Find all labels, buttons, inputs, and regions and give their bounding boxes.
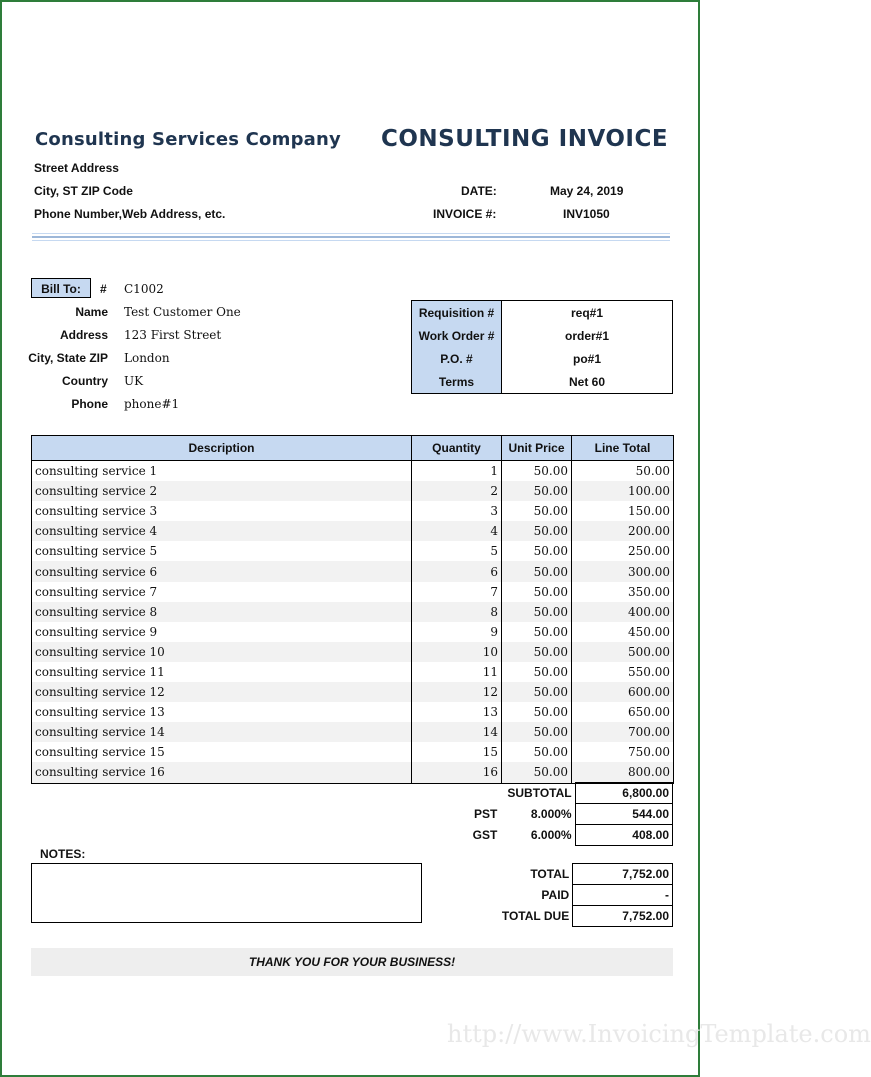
table-header-row xyxy=(32,436,674,461)
item-line-total: 300.00 xyxy=(572,561,674,581)
total-due-row xyxy=(422,906,673,927)
item-description: consulting service 9 xyxy=(32,622,412,642)
item-quantity: 15 xyxy=(412,742,502,762)
invoice-title: CONSULTING INVOICE xyxy=(381,126,669,152)
pst-value: 544.00 xyxy=(575,804,672,825)
table-row xyxy=(32,702,674,722)
item-quantity: 7 xyxy=(412,582,502,602)
city-value: London xyxy=(124,351,170,365)
paid-value: - xyxy=(573,885,673,906)
item-unit-price: 50.00 xyxy=(502,642,572,662)
gst-value: 408.00 xyxy=(575,825,672,846)
total-label: TOTAL xyxy=(530,867,570,881)
table-row xyxy=(32,541,674,561)
item-unit-price: 50.00 xyxy=(502,521,572,541)
item-quantity: 3 xyxy=(412,501,502,521)
item-unit-price: 50.00 xyxy=(502,722,572,742)
item-line-total: 650.00 xyxy=(572,702,674,722)
table-row xyxy=(32,461,674,482)
line-items-table xyxy=(31,435,674,784)
table-row xyxy=(32,642,674,662)
terms-value: Net 60 xyxy=(502,370,673,394)
gst-rate: 6.000% xyxy=(530,828,572,842)
column-header-unit-price: Unit Price xyxy=(502,436,572,461)
tax-summary xyxy=(422,782,673,846)
table-row xyxy=(32,722,674,742)
item-line-total: 200.00 xyxy=(572,521,674,541)
requisition-row xyxy=(412,301,673,325)
item-unit-price: 50.00 xyxy=(502,762,572,783)
date-label: DATE: xyxy=(461,184,497,198)
table-row xyxy=(32,481,674,501)
item-unit-price: 50.00 xyxy=(502,541,572,561)
item-line-total: 750.00 xyxy=(572,742,674,762)
table-row xyxy=(32,622,674,642)
item-quantity: 2 xyxy=(412,481,502,501)
item-description: consulting service 2 xyxy=(32,481,412,501)
pst-label: PST xyxy=(473,807,498,821)
item-description: consulting service 4 xyxy=(32,521,412,541)
item-unit-price: 50.00 xyxy=(502,702,572,722)
item-description: consulting service 7 xyxy=(32,582,412,602)
item-unit-price: 50.00 xyxy=(502,682,572,702)
terms-label: Terms xyxy=(412,370,502,394)
country-value: UK xyxy=(124,374,144,388)
column-header-quantity: Quantity xyxy=(412,436,502,461)
item-line-total: 100.00 xyxy=(572,481,674,501)
item-description: consulting service 11 xyxy=(32,662,412,682)
paid-label: PAID xyxy=(541,888,570,902)
table-row xyxy=(32,742,674,762)
phone-label: Phone xyxy=(71,397,108,411)
item-line-total: 50.00 xyxy=(572,461,674,482)
item-line-total: 600.00 xyxy=(572,682,674,702)
item-unit-price: 50.00 xyxy=(502,742,572,762)
total-due-value: 7,752.00 xyxy=(573,906,673,927)
requisition-label: Requisition # xyxy=(412,301,502,325)
work-order-value: order#1 xyxy=(502,324,673,347)
item-line-total: 550.00 xyxy=(572,662,674,682)
item-unit-price: 50.00 xyxy=(502,481,572,501)
table-row xyxy=(32,501,674,521)
po-row xyxy=(412,347,673,370)
bill-to-button[interactable]: Bill To: xyxy=(31,278,91,298)
subtotal-row xyxy=(422,783,673,804)
item-quantity: 12 xyxy=(412,682,502,702)
notes-label: NOTES: xyxy=(40,847,86,861)
requisition-table xyxy=(411,300,673,394)
item-description: consulting service 10 xyxy=(32,642,412,662)
item-line-total: 350.00 xyxy=(572,582,674,602)
item-description: consulting service 5 xyxy=(32,541,412,561)
item-description: consulting service 8 xyxy=(32,602,412,622)
subtotal-value: 6,800.00 xyxy=(575,783,672,804)
table-row xyxy=(32,582,674,602)
item-unit-price: 50.00 xyxy=(502,561,572,581)
table-row xyxy=(32,561,674,581)
date-value: May 24, 2019 xyxy=(550,184,624,198)
item-description: consulting service 12 xyxy=(32,682,412,702)
item-unit-price: 50.00 xyxy=(502,501,572,521)
gst-row xyxy=(422,825,673,846)
item-quantity: 1 xyxy=(412,461,502,482)
subtotal-label: SUBTOTAL xyxy=(507,786,572,800)
customer-id-value: C1002 xyxy=(124,282,164,296)
paid-row xyxy=(422,885,673,906)
total-due-label: TOTAL DUE xyxy=(501,909,570,923)
item-description: consulting service 15 xyxy=(32,742,412,762)
name-label: Name xyxy=(75,305,108,319)
city-label: City, State ZIP xyxy=(28,351,108,365)
po-value: po#1 xyxy=(502,347,673,370)
company-name: Consulting Services Company xyxy=(35,129,341,150)
item-description: consulting service 6 xyxy=(32,561,412,581)
notes-box[interactable] xyxy=(31,863,422,923)
terms-row xyxy=(412,370,673,394)
item-description: consulting service 13 xyxy=(32,702,412,722)
item-line-total: 400.00 xyxy=(572,602,674,622)
phone-value: phone#1 xyxy=(124,397,180,411)
item-description: consulting service 14 xyxy=(32,722,412,742)
item-quantity: 10 xyxy=(412,642,502,662)
column-header-line-total: Line Total xyxy=(572,436,674,461)
item-quantity: 9 xyxy=(412,622,502,642)
totals-summary xyxy=(422,863,673,927)
customer-id-label: # xyxy=(100,282,107,296)
item-unit-price: 50.00 xyxy=(502,622,572,642)
item-quantity: 13 xyxy=(412,702,502,722)
address-label: Address xyxy=(59,328,108,342)
item-line-total: 250.00 xyxy=(572,541,674,561)
item-description: consulting service 16 xyxy=(32,762,412,783)
header-rule xyxy=(32,236,670,238)
name-value: Test Customer One xyxy=(124,305,241,319)
item-unit-price: 50.00 xyxy=(502,461,572,482)
company-contact: Phone Number,Web Address, etc. xyxy=(34,207,226,221)
item-quantity: 6 xyxy=(412,561,502,581)
header-rule xyxy=(32,240,670,241)
invoice-number-label: INVOICE #: xyxy=(433,207,497,221)
company-city: City, ST ZIP Code xyxy=(34,184,133,198)
item-unit-price: 50.00 xyxy=(502,602,572,622)
item-quantity: 16 xyxy=(412,762,502,783)
table-row xyxy=(32,682,674,702)
item-line-total: 700.00 xyxy=(572,722,674,742)
total-value: 7,752.00 xyxy=(573,864,673,885)
item-quantity: 14 xyxy=(412,722,502,742)
pst-rate: 8.000% xyxy=(530,807,572,821)
item-line-total: 800.00 xyxy=(572,762,674,783)
table-row xyxy=(32,662,674,682)
po-label: P.O. # xyxy=(412,347,502,370)
gst-label: GST xyxy=(472,828,498,842)
watermark: http://www.InvoicingTemplate.com xyxy=(447,1020,871,1048)
item-unit-price: 50.00 xyxy=(502,662,572,682)
header-rule xyxy=(32,233,670,234)
requisition-value: req#1 xyxy=(502,301,673,325)
pst-row xyxy=(422,804,673,825)
item-line-total: 500.00 xyxy=(572,642,674,662)
invoice-number-value: INV1050 xyxy=(563,207,610,221)
item-quantity: 5 xyxy=(412,541,502,561)
thank-you-banner: THANK YOU FOR YOUR BUSINESS! xyxy=(31,948,673,976)
total-row xyxy=(422,864,673,885)
country-label: Country xyxy=(62,374,108,388)
item-line-total: 150.00 xyxy=(572,501,674,521)
work-order-row xyxy=(412,324,673,347)
company-street: Street Address xyxy=(34,161,119,175)
item-quantity: 4 xyxy=(412,521,502,541)
item-line-total: 450.00 xyxy=(572,622,674,642)
table-row xyxy=(32,521,674,541)
item-description: consulting service 3 xyxy=(32,501,412,521)
item-unit-price: 50.00 xyxy=(502,582,572,602)
address-value: 123 First Street xyxy=(124,328,222,342)
item-quantity: 8 xyxy=(412,602,502,622)
item-quantity: 11 xyxy=(412,662,502,682)
column-header-description: Description xyxy=(32,436,412,461)
table-row xyxy=(32,602,674,622)
work-order-label: Work Order # xyxy=(412,324,502,347)
table-row xyxy=(32,762,674,783)
item-description: consulting service 1 xyxy=(32,461,412,482)
